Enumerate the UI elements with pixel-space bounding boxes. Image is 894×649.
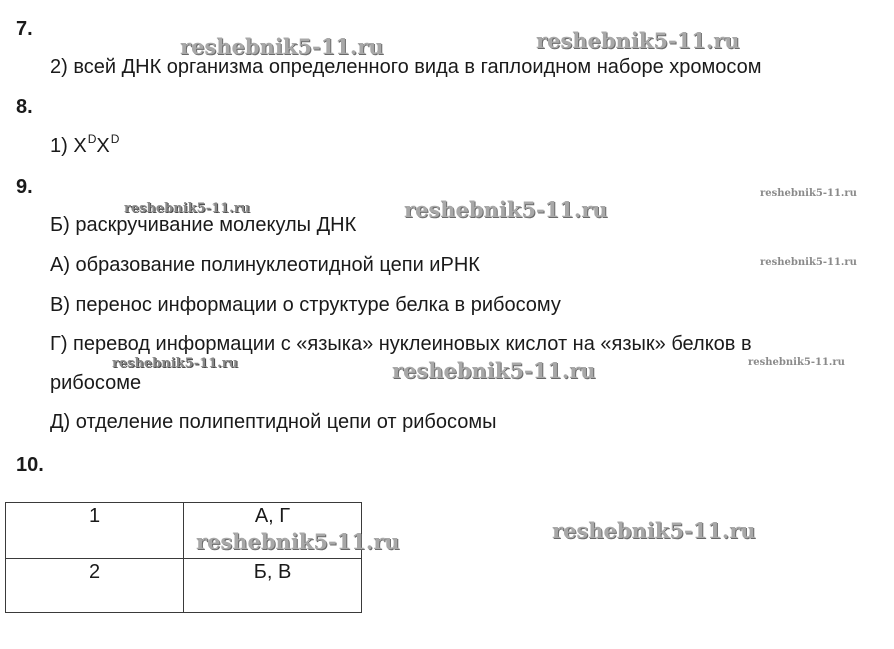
watermark: reshebnik5-11.ru [392, 358, 596, 383]
table-cell: 1 [6, 503, 184, 559]
question-7-answer: 2) всей ДНК организма определенного вида в гаплоидном наборе хромосом [50, 56, 762, 78]
question-10-answer-table [5, 502, 362, 613]
watermark: reshebnik5-11.ru [124, 201, 251, 216]
question-8-number: 8. [16, 96, 33, 118]
question-9-step-g: Г) перевод информации с «языка» нуклеиновых кислот на «язык» белков в [50, 333, 752, 355]
watermark: reshebnik5-11.ru [536, 28, 740, 53]
genotype-superscript-2: D [110, 132, 120, 146]
watermark: reshebnik5-11.ru [404, 197, 608, 222]
question-9-step-d: Д) отделение полипептидной цепи от рибосомы [50, 411, 497, 433]
question-9-step-g-cont: рибосоме [50, 372, 142, 394]
question-9-step-a: А) образование полинуклеотидной цепи иРНК [50, 254, 480, 276]
table-cell: Б, В [184, 559, 362, 613]
question-7-number: 7. [16, 18, 33, 40]
genotype-superscript-1: D [87, 132, 97, 146]
watermark: reshebnik5-11.ru [760, 257, 857, 268]
question-10-number: 10. [16, 454, 44, 476]
question-9-number: 9. [16, 176, 33, 198]
table-row [6, 559, 362, 613]
question-9-step-v: В) перенос информации о структуре белка в рибосому [50, 294, 561, 316]
question-8-answer [50, 132, 120, 160]
watermark: reshebnik5-11.ru [552, 518, 756, 543]
watermark: reshebnik5-11.ru [112, 356, 239, 371]
watermark: reshebnik5-11.ru [196, 529, 400, 554]
genotype-prefix: 1) X [50, 135, 87, 157]
watermark: reshebnik5-11.ru [748, 357, 845, 368]
watermark: reshebnik5-11.ru [760, 188, 857, 199]
question-9-step-b: Б) раскручивание молекулы ДНК [50, 214, 357, 236]
watermark: reshebnik5-11.ru [180, 34, 384, 59]
genotype-middle: X [96, 135, 110, 157]
table-cell: А, Г [184, 503, 362, 559]
table-cell: 2 [6, 559, 184, 613]
